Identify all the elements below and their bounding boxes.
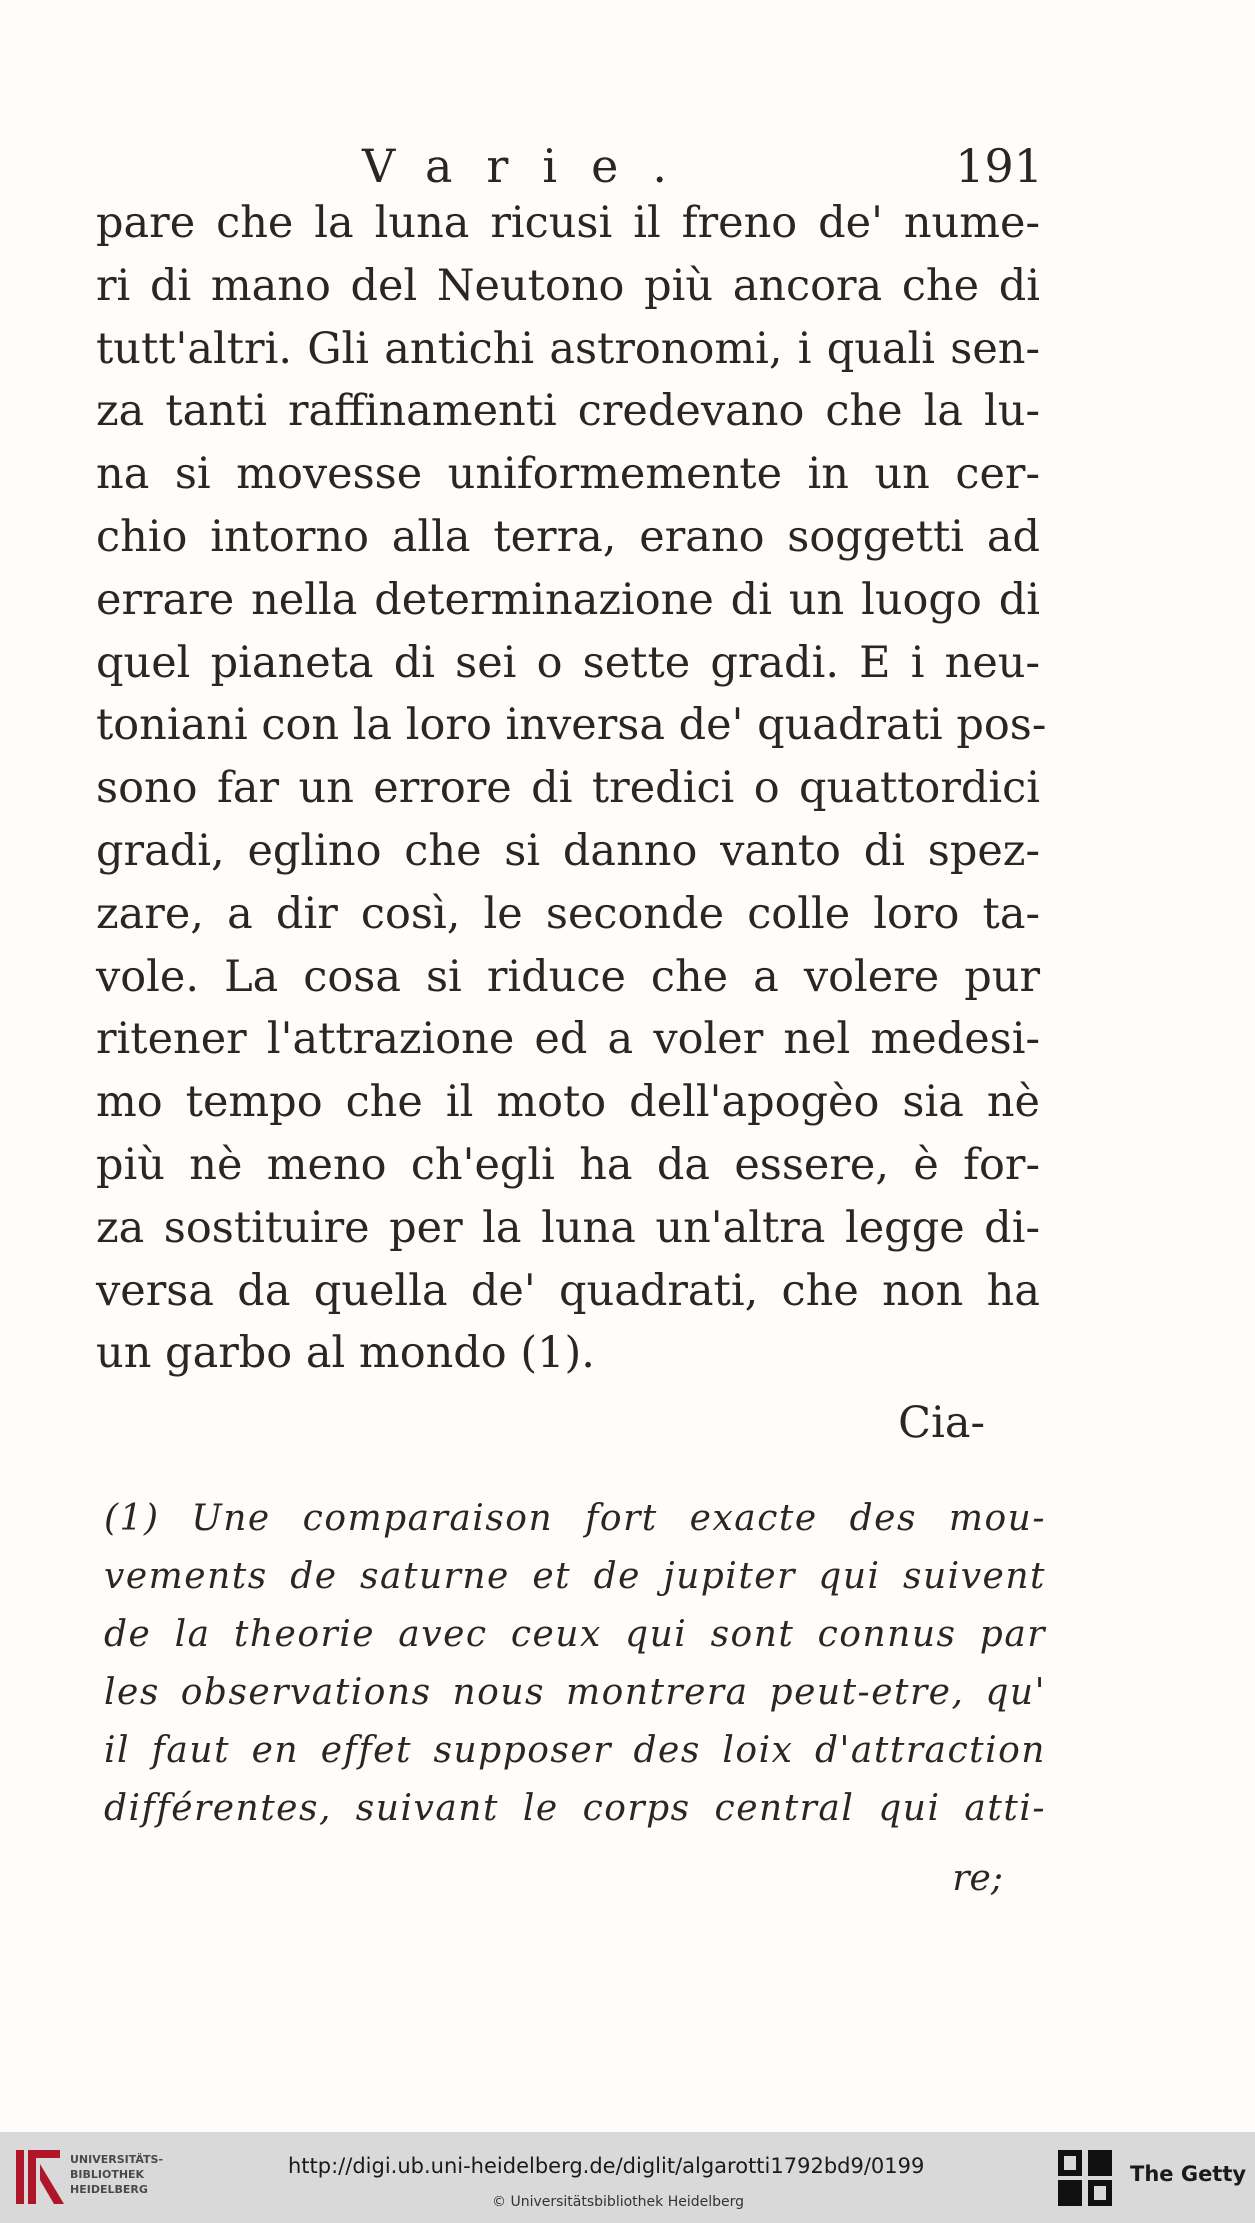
catchword: Cia-: [898, 1398, 985, 1448]
page-number: 191: [955, 139, 1043, 193]
text-line: chio intorno alla terra, erano soggetti ad: [96, 511, 1040, 562]
footnote-catchword: re;: [952, 1858, 1003, 1899]
library-name: [70, 2152, 163, 2197]
library-logo-icon: [14, 2146, 66, 2208]
text-line: pare che la luna ricusi il freno de' nume-: [96, 198, 1040, 248]
text-line: sono far un errore di tredici o quattordici: [96, 763, 1040, 814]
getty-logo-icon: [1058, 2150, 1112, 2206]
text-line: più nè meno ch'egli ha da essere, è for-: [96, 1139, 1040, 1190]
text-line: na si movesse uniformemente in un cer-: [96, 449, 1040, 500]
footnote-line: vements de saturne et de jupiter qui suivent: [104, 1556, 1046, 1597]
text-line: za sostituire per la luna un'altra legge di-: [96, 1202, 1040, 1253]
footnote-line: différentes, suivant le corps central qui atti-: [104, 1788, 1046, 1829]
footnote-line: il faut en effet supposer des loix d'attraction: [104, 1730, 1046, 1771]
text-line: za tanti raffinamenti credevano che la lu-: [96, 386, 1040, 437]
text-line: versa da quella de' quadrati, che non ha: [96, 1265, 1040, 1316]
copyright-notice: © Universitätsbibliothek Heidelberg: [492, 2194, 745, 2210]
sponsor-name: The Getty: [1130, 2162, 1247, 2186]
footnote: [104, 1490, 1046, 1838]
text-line: toniani con la loro inversa de' quadrati pos-: [96, 700, 1047, 751]
text-line: errare nella determinazione di un luogo di: [96, 574, 1040, 625]
permalink[interactable]: http://digi.ub.uni-heidelberg.de/diglit/algarotti1792bd9/0199: [288, 2154, 925, 2178]
library-name-line: HEIDELBERG: [70, 2183, 148, 2196]
main-text: [96, 192, 1047, 1385]
library-name-line: UNIVERSITÄTS-: [70, 2153, 164, 2166]
text-line: mo tempo che il moto dell'apogèo sia nè: [96, 1077, 1040, 1128]
footer-bar: [0, 2132, 1255, 2223]
text-line: ritener l'attrazione ed a voler nel medesi-: [96, 1014, 1040, 1065]
text-line: tutt'altri. Gli antichi astronomi, i quali sen-: [96, 323, 1040, 374]
text-line: vole. La cosa si riduce che a volere pur: [96, 951, 1040, 1002]
running-title: Varie.: [362, 139, 701, 193]
text-line: quel pianeta di sei o sette gradi. E i neu-: [96, 637, 1040, 688]
text-line: un garbo al mondo (1).: [96, 1328, 595, 1379]
text-line: gradi, eglino che si danno vanto di spez-: [96, 825, 1040, 876]
footnote-line: (1) Une comparaison fort exacte des mou-: [104, 1498, 1046, 1539]
footnote-line: de la theorie avec ceux qui sont connus par: [104, 1614, 1046, 1655]
text-line: ri di mano del Neutono più ancora che di: [96, 260, 1040, 311]
text-line: zare, a dir così, le seconde colle loro ta-: [96, 888, 1040, 939]
footnote-line: les observations nous montrera peut-etre, qu': [104, 1672, 1046, 1713]
library-name-line: BIBLIOTHEK: [70, 2168, 145, 2181]
